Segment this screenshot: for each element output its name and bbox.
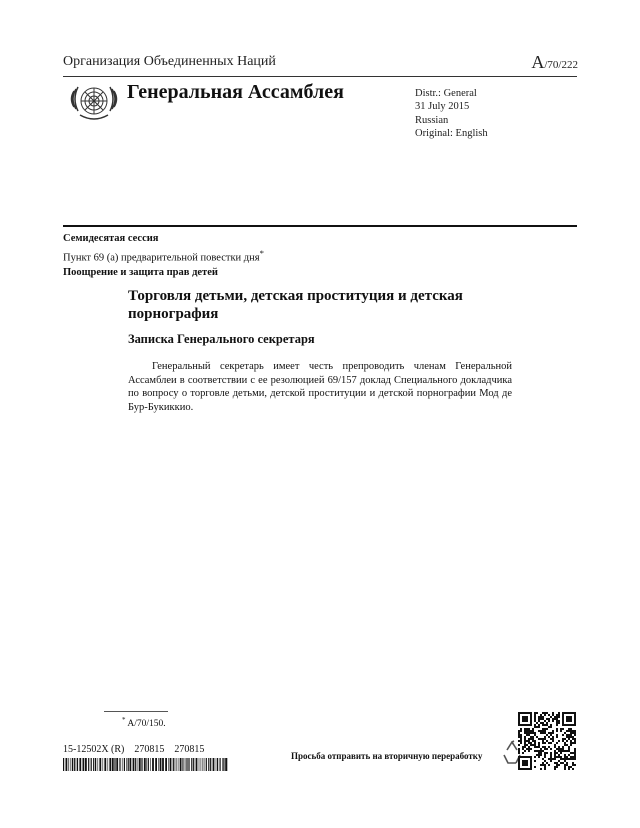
session-name: Семидесятая сессия [63, 233, 159, 244]
document-subtitle: Записка Генерального секретаря [128, 332, 315, 346]
footnote-rule [104, 711, 168, 712]
agenda-footnote-mark: * [259, 248, 264, 258]
symbol-number: /70/222 [544, 59, 578, 71]
header-rule [63, 76, 577, 77]
distribution-block [415, 87, 488, 140]
qr-code-icon [518, 712, 576, 770]
agenda-item-text: Пункт 69 (a) предварительной повестки дня [63, 252, 260, 264]
footnote [122, 716, 166, 729]
footnote-text: A/70/150. [127, 719, 166, 730]
distribution-language: Russian [415, 114, 449, 126]
footnote-mark: * [122, 716, 126, 724]
session-rule [63, 225, 577, 227]
barcode-icon [63, 758, 228, 771]
document-symbol [531, 52, 578, 73]
recycle-note: Просьба отправить на вторичную переработку [291, 751, 483, 761]
agenda-item [63, 246, 264, 266]
agenda-topic: Поощрение и защита прав детей [63, 266, 218, 278]
session-block [63, 232, 264, 280]
symbol-prefix: A [531, 52, 545, 72]
document-body: Генеральный секретарь имеет честь препроводить членам Генеральной Ассамблеи в соответствии с ее резолюцией 69/157 доклад Специального докладчика по вопросу о торговле детьми, детской проституции и детской порнографии Мод де Бур-Букиккио. [128, 361, 512, 413]
un-emblem-icon [66, 79, 122, 127]
document-number: 15-12502X (R) 270815 270815 [63, 744, 205, 755]
assembly-title: Генеральная Ассамблея [127, 81, 344, 103]
organization-name: Организация Объединенных Наций [63, 54, 276, 69]
document-title: Торговля детьми, детская проституция и детская порнография [128, 288, 463, 322]
distribution-original: Original: English [415, 127, 488, 139]
distribution-line: Distr.: General [415, 88, 477, 99]
distribution-date: 31 July 2015 [415, 101, 470, 113]
